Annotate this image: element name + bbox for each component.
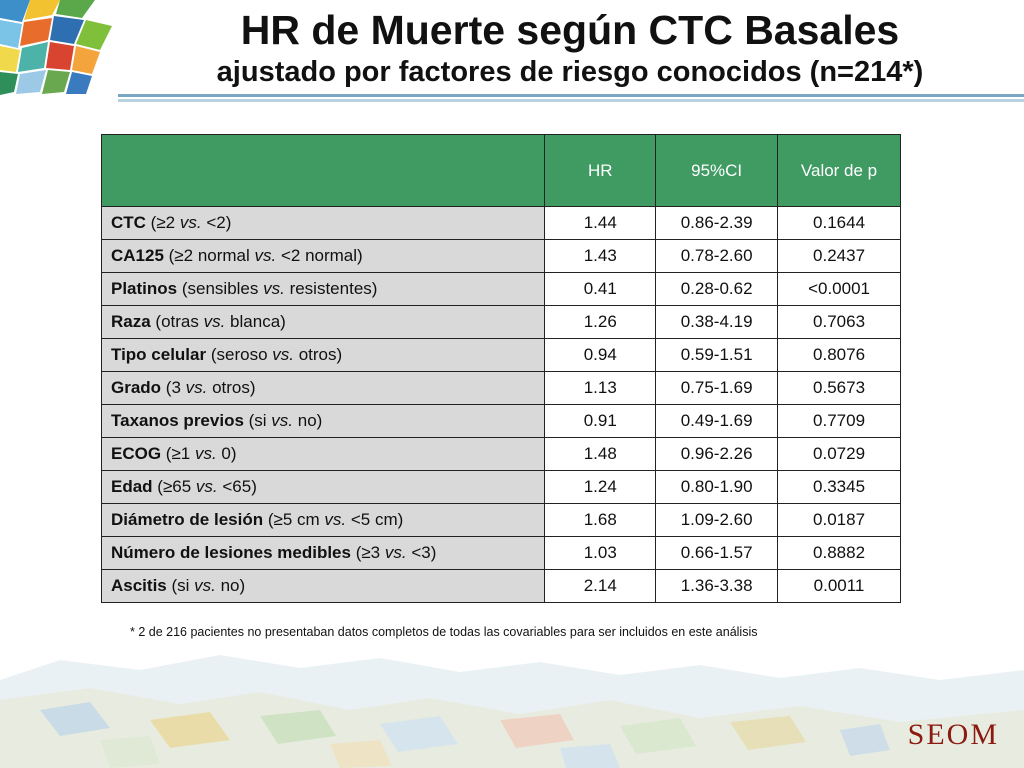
table-row — [102, 570, 901, 603]
ci-value: 0.78-2.60 — [656, 240, 778, 273]
table-row — [102, 537, 901, 570]
ci-value: 0.59-1.51 — [656, 339, 778, 372]
row-comparison-prefix: (sensibles — [177, 279, 264, 298]
mosaic-logo-decoration — [0, 0, 118, 95]
row-label — [102, 207, 545, 240]
hazard-ratio-table — [101, 134, 901, 603]
hr-value: 1.48 — [545, 438, 656, 471]
row-label — [102, 240, 545, 273]
row-comparison-prefix: (si — [243, 411, 272, 430]
table-row — [102, 471, 901, 504]
p-value: 0.0187 — [778, 504, 901, 537]
table-row — [102, 207, 901, 240]
row-comparison-prefix: (si — [166, 576, 195, 595]
page-subtitle: ajustado por factores de riesgo conocidos (n=214*) — [216, 56, 924, 88]
p-value: 0.8076 — [778, 339, 901, 372]
p-value: 0.0729 — [778, 438, 901, 471]
ci-value: 0.96-2.26 — [656, 438, 778, 471]
row-comparison-prefix: (≥2 — [145, 213, 180, 232]
row-label — [102, 339, 545, 372]
row-vs-text: vs. — [195, 477, 218, 496]
row-vs-text: vs. — [185, 378, 208, 397]
hr-value: 1.44 — [545, 207, 656, 240]
p-value: 0.3345 — [778, 471, 901, 504]
row-vs-text: vs. — [324, 510, 347, 529]
row-variable-name: Tipo celular — [111, 345, 207, 364]
mosaic-background-decoration — [0, 640, 1024, 768]
p-value: 0.8882 — [778, 537, 901, 570]
row-comparison-prefix: (≥5 cm — [263, 510, 325, 529]
row-label — [102, 537, 545, 570]
p-value: <0.0001 — [778, 273, 901, 306]
table-row — [102, 306, 901, 339]
table-row — [102, 339, 901, 372]
hr-value: 0.94 — [545, 339, 656, 372]
row-comparison-prefix: (3 — [161, 378, 186, 397]
ci-value: 1.09-2.60 — [656, 504, 778, 537]
row-vs-text: vs. — [203, 312, 226, 331]
row-variable-name: Ascitis — [111, 576, 167, 595]
row-label — [102, 372, 545, 405]
p-value: 0.2437 — [778, 240, 901, 273]
row-comparison-suffix: <65) — [217, 477, 257, 496]
column-header-p-value: Valor de p — [778, 135, 901, 207]
row-label — [102, 273, 545, 306]
row-vs-text: vs. — [194, 576, 216, 595]
row-vs-text: vs. — [271, 411, 294, 430]
table-row — [102, 504, 901, 537]
row-vs-text: vs. — [384, 543, 407, 562]
p-value: 0.5673 — [778, 372, 901, 405]
row-comparison-prefix: (seroso — [206, 345, 273, 364]
row-variable-name: Platinos — [111, 279, 178, 298]
hr-value: 1.43 — [545, 240, 656, 273]
row-comparison-suffix: <2) — [201, 213, 232, 232]
row-comparison-suffix: otros) — [207, 378, 256, 397]
row-comparison-prefix: (≥65 — [152, 477, 196, 496]
ci-value: 1.36-3.38 — [656, 570, 778, 603]
row-comparison-suffix: resistentes) — [284, 279, 378, 298]
hr-value: 1.26 — [545, 306, 656, 339]
row-label — [102, 306, 545, 339]
hr-value: 0.91 — [545, 405, 656, 438]
row-comparison-suffix: <2 normal) — [276, 246, 363, 265]
row-variable-name: Grado — [111, 378, 162, 397]
ci-value: 0.86-2.39 — [656, 207, 778, 240]
ci-value: 0.80-1.90 — [656, 471, 778, 504]
header-divider — [118, 94, 1024, 102]
p-value: 0.0011 — [778, 570, 901, 603]
hr-value: 1.68 — [545, 504, 656, 537]
seom-logo-text: SEOM — [907, 718, 999, 751]
row-label — [102, 405, 545, 438]
row-label — [102, 570, 545, 603]
row-variable-name: Número de lesiones medibles — [111, 543, 351, 562]
ci-value: 0.28-0.62 — [656, 273, 778, 306]
p-value: 0.7709 — [778, 405, 901, 438]
row-comparison-suffix: otros) — [293, 345, 343, 364]
hr-value: 2.14 — [545, 570, 656, 603]
ci-value: 0.66-1.57 — [656, 537, 778, 570]
row-comparison-suffix: 0) — [216, 444, 237, 463]
row-vs-text: vs. — [254, 246, 277, 265]
ci-value: 0.38-4.19 — [656, 306, 778, 339]
row-variable-name: Raza — [111, 312, 151, 331]
row-label — [102, 438, 545, 471]
row-vs-text: vs. — [263, 279, 285, 298]
row-vs-text: vs. — [272, 345, 294, 364]
column-header-variable — [102, 135, 545, 207]
row-comparison-suffix: no) — [293, 411, 323, 430]
p-value: 0.7063 — [778, 306, 901, 339]
table-row — [102, 273, 901, 306]
row-variable-name: Diámetro de lesión — [111, 510, 264, 529]
row-comparison-prefix: (otras — [150, 312, 204, 331]
row-comparison-suffix: blanca) — [225, 312, 286, 331]
footnote: * 2 de 216 pacientes no presentaban datos completos de todas las covariables para ser incluidos en este análisis — [130, 625, 758, 639]
row-comparison-prefix: (≥1 — [161, 444, 195, 463]
page-title: HR de Muerte según CTC Basales — [240, 7, 900, 53]
row-comparison-suffix: no) — [215, 576, 246, 595]
column-header-hr: HR — [545, 135, 656, 207]
hr-value: 1.03 — [545, 537, 656, 570]
row-vs-text: vs. — [194, 444, 217, 463]
ci-value: 0.49-1.69 — [656, 405, 778, 438]
row-variable-name: ECOG — [111, 444, 162, 463]
row-variable-name: CA125 — [111, 246, 164, 265]
hr-value: 0.41 — [545, 273, 656, 306]
row-variable-name: Taxanos previos — [111, 411, 244, 430]
row-variable-name: CTC — [111, 213, 146, 232]
title-block — [120, 6, 1020, 90]
row-comparison-suffix: <3) — [406, 543, 437, 562]
column-header-ci: 95%CI — [656, 135, 778, 207]
row-label — [102, 504, 545, 537]
hr-value: 1.13 — [545, 372, 656, 405]
hr-value: 1.24 — [545, 471, 656, 504]
row-label — [102, 471, 545, 504]
row-comparison-prefix: (≥2 normal — [163, 246, 255, 265]
p-value: 0.1644 — [778, 207, 901, 240]
table-row — [102, 240, 901, 273]
row-comparison-suffix: <5 cm) — [346, 510, 404, 529]
table-body — [102, 207, 901, 603]
row-comparison-prefix: (≥3 — [350, 543, 385, 562]
row-vs-text: vs. — [179, 213, 202, 232]
ci-value: 0.75-1.69 — [656, 372, 778, 405]
table-row — [102, 438, 901, 471]
row-variable-name: Edad — [111, 477, 153, 496]
table-row — [102, 405, 901, 438]
table-row — [102, 372, 901, 405]
table-header-row — [102, 135, 901, 207]
